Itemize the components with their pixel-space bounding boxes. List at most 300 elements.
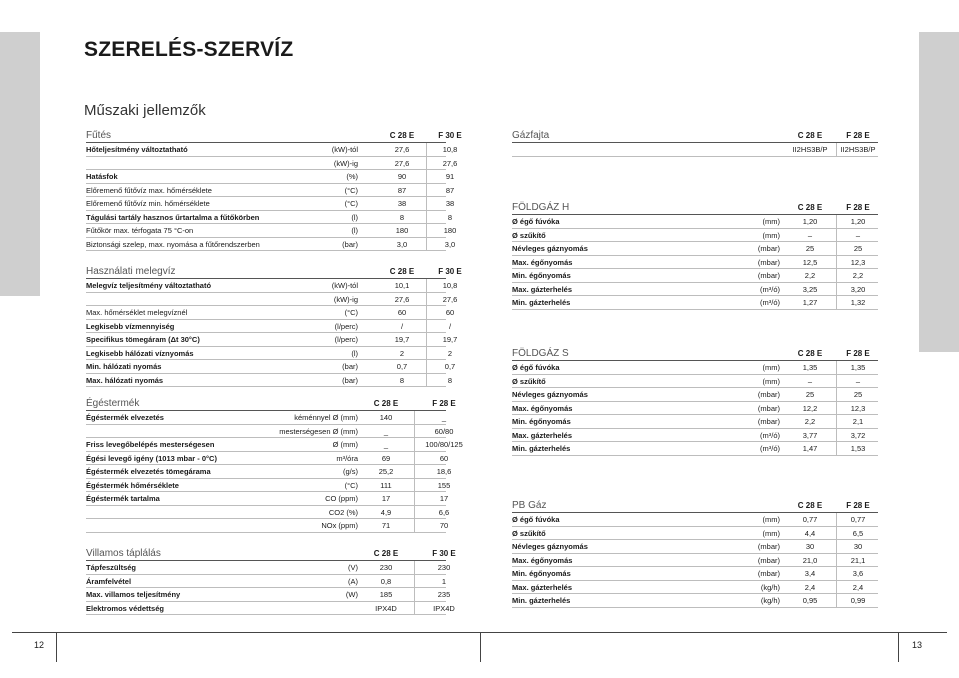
column-divider xyxy=(836,256,837,269)
row-value-1: 1,47 xyxy=(802,444,818,453)
column-divider xyxy=(836,594,837,607)
row-value-1: 140 xyxy=(379,413,393,422)
row-label: Hőteljesítmény változtatható xyxy=(86,145,188,154)
row-value-2: 1 xyxy=(441,576,447,586)
row-value-1: 3,4 xyxy=(804,569,816,578)
page-number-left: 12 xyxy=(34,640,45,650)
row-unit: (mbar) xyxy=(757,244,780,253)
row-label: Tágulási tartály hasznos űrtartalma a fűtőkörben xyxy=(86,212,260,222)
row-label: Ø szűkítő xyxy=(512,376,546,386)
section-title: Fűtés xyxy=(86,130,112,141)
table-row xyxy=(512,283,878,297)
row-label: Ø égő fúvóka xyxy=(512,217,560,226)
table-row xyxy=(512,143,878,157)
row-value-2: 70 xyxy=(439,521,449,530)
table-row xyxy=(512,594,878,608)
table-row xyxy=(512,429,878,443)
section-title: Villamos táplálás xyxy=(86,548,161,559)
footer-vline-center xyxy=(480,632,481,662)
row-value-1: 1,20 xyxy=(802,217,818,226)
footer-vline-right xyxy=(898,632,899,662)
row-value-1: 0,77 xyxy=(802,515,818,524)
column-divider xyxy=(414,411,415,424)
row-value-2: – xyxy=(855,230,861,240)
row-label: Min. égőnyomás xyxy=(512,271,571,280)
row-value-2: 10,8 xyxy=(442,145,458,154)
row-value-1: / xyxy=(400,321,404,331)
row-value-2: IPX4D xyxy=(433,603,455,613)
row-value-2: 60 xyxy=(439,453,449,463)
row-value-1: 4,9 xyxy=(380,507,392,517)
column-divider xyxy=(414,575,415,588)
row-value-1: 71 xyxy=(381,521,391,530)
table-row xyxy=(86,374,453,388)
row-label: Égési levegő igény (1013 mbar - 0°C) xyxy=(86,453,217,463)
row-value-2: 3,0 xyxy=(444,239,456,249)
row-value-1: 27,6 xyxy=(394,294,410,304)
section-title: Égéstermék xyxy=(86,398,140,409)
row-unit: (mm) xyxy=(762,363,780,372)
row-unit: (mbar) xyxy=(757,390,780,399)
row-unit: (l/perc) xyxy=(334,335,358,344)
column-header-1: C 28 E xyxy=(389,267,415,276)
row-unit: (mm) xyxy=(762,217,780,226)
table-melegviz xyxy=(86,264,462,387)
row-value-1: 90 xyxy=(397,172,407,181)
table-row xyxy=(512,554,878,568)
column-divider xyxy=(426,197,427,210)
row-label: Friss levegőbelépés mesterségesen xyxy=(86,440,215,449)
row-value-1: 60 xyxy=(397,308,407,317)
row-label: Min. gázterhelés xyxy=(512,444,571,453)
table-row xyxy=(512,256,878,270)
row-value-1: _ xyxy=(383,426,389,436)
row-value-1: 25,2 xyxy=(378,467,394,476)
row-value-1: 2,4 xyxy=(804,582,816,592)
column-divider xyxy=(414,425,415,438)
row-value-2: 1,53 xyxy=(850,444,866,453)
column-divider xyxy=(426,293,427,306)
table-row xyxy=(86,602,455,616)
row-label: Max. hőmérséklet melegvíznél xyxy=(86,308,188,317)
row-label: Legkisebb vízmennyiség xyxy=(86,321,175,331)
column-header-2: F 28 E xyxy=(846,203,870,212)
row-value-2: 1,35 xyxy=(850,363,866,372)
column-divider xyxy=(836,429,837,442)
row-unit: (kg/h) xyxy=(760,596,780,605)
column-header-1: C 28 E xyxy=(373,549,399,558)
column-divider xyxy=(426,333,427,346)
row-unit: (°C) xyxy=(344,480,358,490)
row-value-2: 230 xyxy=(437,563,451,572)
column-divider xyxy=(836,296,837,309)
column-header-1: C 28 E xyxy=(797,349,823,358)
row-value-1: 12,2 xyxy=(802,403,818,413)
row-value-1: 1,27 xyxy=(802,298,818,307)
column-divider xyxy=(414,492,415,505)
column-divider xyxy=(836,375,837,388)
row-value-2: 60/80 xyxy=(434,426,454,436)
table-row xyxy=(86,452,449,466)
row-unit: (m³/ó) xyxy=(760,430,780,440)
table-futes xyxy=(86,128,462,251)
column-divider xyxy=(836,554,837,567)
row-label: Elektromos védettség xyxy=(86,603,164,613)
row-value-1: 30 xyxy=(805,542,815,551)
row-unit: (mbar) xyxy=(757,257,780,267)
page-subtitle: Műszaki jellemzők xyxy=(84,102,206,119)
row-value-1: 4,4 xyxy=(804,528,816,538)
table-row xyxy=(512,269,878,283)
row-unit: mesterségesen Ø (mm) xyxy=(279,426,358,436)
row-value-1: 111 xyxy=(380,480,392,490)
row-label: Min. égőnyomás xyxy=(512,417,571,426)
row-value-1: 8 xyxy=(399,212,405,222)
table-header xyxy=(86,396,456,411)
table-header xyxy=(512,346,878,361)
column-divider xyxy=(426,184,427,197)
table-row xyxy=(86,519,449,533)
row-value-2: – xyxy=(855,376,861,386)
table-row xyxy=(512,229,878,243)
row-label: Max. égőnyomás xyxy=(512,257,573,267)
footer-vline-left xyxy=(56,632,57,662)
table-row xyxy=(86,170,455,184)
row-value-1: 38 xyxy=(397,199,407,208)
column-divider xyxy=(426,360,427,373)
column-header-2: F 28 E xyxy=(846,349,870,358)
row-value-2: 2,4 xyxy=(852,582,864,592)
row-unit: (l) xyxy=(351,212,358,222)
column-divider xyxy=(414,602,415,615)
row-value-2: 38 xyxy=(445,199,455,208)
row-unit: (m³/ó) xyxy=(760,284,780,294)
column-header-1: C 28 E xyxy=(797,131,823,140)
column-divider xyxy=(426,238,427,251)
row-value-1: 8 xyxy=(399,375,405,385)
row-unit: (°C) xyxy=(344,199,358,208)
row-value-2: 1,20 xyxy=(850,217,866,226)
row-value-2: 0,7 xyxy=(444,362,456,371)
table-row xyxy=(512,361,878,375)
row-value-1: 3,0 xyxy=(396,239,408,249)
row-value-1: 19,7 xyxy=(394,335,410,344)
row-label: Tápfeszültség xyxy=(86,563,137,572)
table-row xyxy=(512,415,878,429)
table-row xyxy=(86,333,458,347)
table-row xyxy=(86,588,451,602)
table-header xyxy=(512,128,878,143)
row-label: Min. gázterhelés xyxy=(512,298,571,307)
table-header xyxy=(512,200,878,215)
column-divider xyxy=(426,211,427,224)
row-value-2: 12,3 xyxy=(850,257,866,267)
table-row xyxy=(512,513,878,527)
column-divider xyxy=(836,283,837,296)
row-label: Max. villamos teljesítmény xyxy=(86,590,181,599)
column-divider xyxy=(836,567,837,580)
table-row xyxy=(512,540,878,554)
row-unit: NOx (ppm) xyxy=(321,521,358,530)
column-divider xyxy=(836,229,837,242)
row-label: Ø égő fúvóka xyxy=(512,363,560,372)
row-value-1: 27,6 xyxy=(394,158,410,168)
row-value-2: 18,6 xyxy=(436,467,452,476)
row-value-2: 25 xyxy=(853,390,863,399)
column-divider xyxy=(426,374,427,387)
row-unit: (mbar) xyxy=(757,569,780,578)
column-divider xyxy=(414,438,415,451)
row-unit: (kW)-ig xyxy=(333,158,358,168)
row-value-1: 27,6 xyxy=(394,145,410,154)
table-row xyxy=(86,561,451,575)
table-row xyxy=(86,320,452,334)
row-value-1: – xyxy=(807,376,813,386)
row-value-2: / xyxy=(448,321,452,331)
column-divider xyxy=(836,442,837,455)
row-unit: (kW)-tól xyxy=(331,281,358,290)
page-number-right: 13 xyxy=(912,640,923,650)
column-header-2: F 28 E xyxy=(846,131,870,140)
row-label: Égéstermék hőmérséklete xyxy=(86,480,179,490)
row-unit: (l) xyxy=(351,348,358,358)
table-row xyxy=(86,347,453,361)
table-row xyxy=(512,567,878,581)
column-header-2: F 30 E xyxy=(438,131,462,140)
row-value-2: 19,7 xyxy=(442,335,458,344)
row-label: Névleges gáznyomás xyxy=(512,390,588,399)
row-label: Égéstermék tartalma xyxy=(86,494,160,503)
row-value-1: _ xyxy=(383,440,389,449)
row-value-1: 3,77 xyxy=(802,430,818,440)
row-value-2: 0,77 xyxy=(850,515,866,524)
row-label: Melegvíz teljesítmény változtatható xyxy=(86,281,212,290)
row-unit: (A) xyxy=(348,576,358,586)
section-title: FÖLDGÁZ S xyxy=(512,348,569,359)
row-value-2: 21,1 xyxy=(850,555,866,565)
column-header-1: C 28 E xyxy=(389,131,415,140)
column-header-1: C 28 E xyxy=(797,203,823,212)
table-row xyxy=(86,211,453,225)
row-value-2: 10,8 xyxy=(442,281,458,290)
row-value-2: 27,6 xyxy=(442,294,458,304)
row-value-2: 3,6 xyxy=(852,569,864,578)
column-divider xyxy=(836,415,837,428)
column-divider xyxy=(836,581,837,594)
table-gazfajta xyxy=(512,128,878,157)
row-label: Biztonsági szelep, max. nyomása a fűtőrendszerben xyxy=(86,239,260,249)
column-divider xyxy=(414,479,415,492)
table-row xyxy=(86,492,449,506)
page-title: SZERELÉS-SZERVÍZ xyxy=(84,38,294,61)
row-value-1: 1,35 xyxy=(802,363,818,372)
table-row xyxy=(86,411,446,425)
column-divider xyxy=(836,402,837,415)
table-row xyxy=(86,479,451,493)
row-value-2: 12,3 xyxy=(850,403,866,413)
row-unit: (mm) xyxy=(762,230,780,240)
column-header-2: F 30 E xyxy=(432,549,456,558)
column-divider xyxy=(426,306,427,319)
row-label: Névleges gáznyomás xyxy=(512,542,588,551)
row-value-2: 180 xyxy=(443,226,457,235)
table-pbgaz xyxy=(512,498,878,608)
row-value-1: 12,5 xyxy=(802,257,818,267)
row-unit: (bar) xyxy=(342,362,358,371)
section-title: Használati melegvíz xyxy=(86,266,176,277)
table-row xyxy=(512,388,878,402)
row-unit: Ø (mm) xyxy=(332,440,358,449)
row-value-1: II2HS3B/P xyxy=(792,145,828,154)
left-tab-bar xyxy=(0,32,40,296)
column-divider xyxy=(426,224,427,237)
row-label: Max. gázterhelés xyxy=(512,284,573,294)
row-unit: (mbar) xyxy=(757,542,780,551)
table-egestermek xyxy=(86,396,463,533)
row-label: Égéstermék elvezetés xyxy=(86,413,164,422)
row-label: Névleges gáznyomás xyxy=(512,244,588,253)
row-label: Max. égőnyomás xyxy=(512,403,573,413)
column-divider xyxy=(426,347,427,360)
row-value-2: 87 xyxy=(445,185,455,195)
table-row xyxy=(86,293,458,307)
row-label: Égéstermék elvezetés tömegárama xyxy=(86,467,211,476)
column-divider xyxy=(414,588,415,601)
row-value-2: 100/80/125 xyxy=(425,440,463,449)
row-value-2: 3,72 xyxy=(850,430,866,440)
column-divider xyxy=(414,519,415,532)
table-row xyxy=(512,296,878,310)
column-divider xyxy=(414,561,415,574)
table-row xyxy=(86,143,458,157)
column-divider xyxy=(836,513,837,526)
row-value-2: 3,20 xyxy=(850,284,866,294)
column-divider xyxy=(426,170,427,183)
row-value-2: 91 xyxy=(445,172,455,181)
column-header-2: F 28 E xyxy=(846,501,870,510)
column-divider xyxy=(426,157,427,170)
row-label: Ø szűkítő xyxy=(512,528,546,538)
row-label: Max. gázterhelés xyxy=(512,430,573,440)
row-unit: (kW)-tól xyxy=(331,145,358,154)
row-value-2: 0,99 xyxy=(850,596,866,605)
row-value-1: 2,2 xyxy=(804,271,816,280)
row-unit: (l/perc) xyxy=(334,321,358,331)
row-label: Áramfelvétel xyxy=(86,576,132,586)
table-row xyxy=(512,581,878,595)
row-value-1: – xyxy=(807,230,813,240)
row-value-1: 180 xyxy=(395,226,409,235)
row-unit: (kg/h) xyxy=(760,582,780,592)
row-unit: (bar) xyxy=(342,375,358,385)
row-value-1: 69 xyxy=(381,453,391,463)
column-header-2: F 28 E xyxy=(432,399,456,408)
section-title: FÖLDGÁZ H xyxy=(512,202,570,213)
table-foldgazh xyxy=(512,200,878,310)
row-unit: (mbar) xyxy=(757,271,780,280)
table-foldgazs xyxy=(512,346,878,456)
row-value-2: 17 xyxy=(439,494,449,503)
row-value-1: 10,1 xyxy=(394,281,410,290)
row-unit: (V) xyxy=(348,563,358,572)
table-row xyxy=(512,215,878,229)
row-unit: (°C) xyxy=(344,185,358,195)
row-unit: (mm) xyxy=(762,528,780,538)
row-unit: (l) xyxy=(351,226,358,235)
row-label: Legkisebb hálózati víznyomás xyxy=(86,348,194,358)
table-row xyxy=(86,465,452,479)
column-divider xyxy=(414,506,415,519)
table-row xyxy=(86,438,463,452)
row-unit: CO (ppm) xyxy=(325,494,358,503)
table-row xyxy=(86,157,458,171)
row-value-1: 0,7 xyxy=(396,362,408,371)
table-row xyxy=(512,442,878,456)
row-value-2: 8 xyxy=(447,375,453,385)
row-value-1: 0,95 xyxy=(802,596,818,605)
row-value-1: 87 xyxy=(397,185,407,195)
row-value-1: 25 xyxy=(805,244,815,253)
row-label: Min. égőnyomás xyxy=(512,569,571,578)
column-divider xyxy=(836,269,837,282)
row-label: Ø szűkítő xyxy=(512,230,546,240)
column-divider xyxy=(836,361,837,374)
table-villamos xyxy=(86,546,456,615)
row-unit: (W) xyxy=(345,590,358,599)
column-divider xyxy=(414,452,415,465)
table-header xyxy=(86,264,462,279)
row-unit: (mm) xyxy=(762,515,780,524)
row-unit: (mbar) xyxy=(757,403,780,413)
row-value-2: 2,2 xyxy=(852,271,864,280)
table-row xyxy=(86,306,455,320)
row-unit: (kW)-ig xyxy=(333,294,358,304)
row-value-1: 0,8 xyxy=(380,576,392,586)
column-divider xyxy=(426,320,427,333)
table-row xyxy=(86,197,455,211)
row-value-2: 6,6 xyxy=(438,507,450,517)
row-unit: m³/óra xyxy=(336,453,358,463)
column-divider xyxy=(426,279,427,292)
table-row xyxy=(86,184,455,198)
row-value-2: II2HS3B/P xyxy=(840,145,876,154)
row-value-1: 17 xyxy=(381,494,391,503)
row-unit: (mm) xyxy=(762,376,780,386)
table-header xyxy=(512,498,878,513)
table-header xyxy=(86,128,462,143)
table-row xyxy=(86,575,446,589)
row-label: Min. hálózati nyomás xyxy=(86,362,162,371)
table-row xyxy=(86,425,454,439)
section-title: PB Gáz xyxy=(512,500,547,511)
row-value-2: 27,6 xyxy=(442,158,458,168)
section-title: Gázfajta xyxy=(512,130,550,141)
row-value-2: 30 xyxy=(853,542,863,551)
row-value-1: 21,0 xyxy=(802,555,818,565)
row-label: Min. gázterhelés xyxy=(512,596,571,605)
row-unit: (°C) xyxy=(344,308,358,317)
row-value-2: 8 xyxy=(447,212,453,222)
row-label: Max. hálózati nyomás xyxy=(86,375,164,385)
row-label: Max. égőnyomás xyxy=(512,555,573,565)
row-value-1: 3,25 xyxy=(802,284,818,294)
row-value-1: IPX4D xyxy=(375,603,397,613)
row-value-2: 235 xyxy=(437,590,451,599)
table-row xyxy=(86,360,456,374)
row-value-1: 230 xyxy=(379,563,393,572)
row-value-2: 2,1 xyxy=(852,417,864,426)
row-unit: kéménnyel Ø (mm) xyxy=(294,413,358,422)
